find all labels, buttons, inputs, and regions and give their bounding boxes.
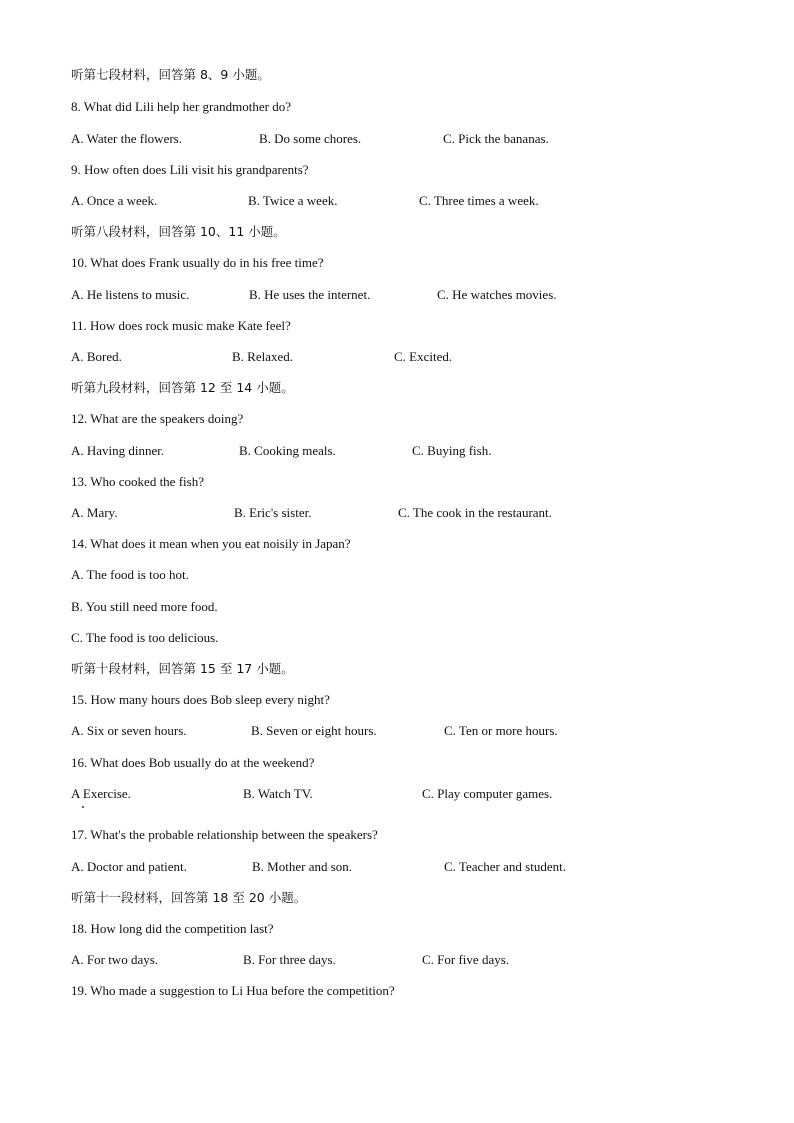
option-c: C. The food is too delicious. bbox=[71, 630, 219, 645]
option-b: B. Eric's sister. bbox=[234, 505, 312, 520]
option-a: A. For two days. bbox=[71, 952, 159, 967]
option-a: A Exercise. bbox=[71, 786, 131, 801]
section-heading-7: 听第七段材料，回答第 8、9 小题。 bbox=[71, 67, 270, 82]
option-b: B. Do some chores. bbox=[259, 131, 362, 146]
option-c: C. He watches movies. bbox=[437, 287, 557, 302]
option-b: B. For three days. bbox=[243, 952, 336, 967]
question-13: 13. Who cooked the fish? bbox=[71, 474, 204, 489]
question-18: 18. How long did the competition last? bbox=[71, 921, 274, 936]
option-c: C. The cook in the restaurant. bbox=[398, 505, 552, 520]
option-c: C. Play computer games. bbox=[422, 786, 553, 801]
option-c: C. Excited. bbox=[394, 349, 453, 364]
option-a: A. The food is too hot. bbox=[71, 567, 189, 582]
question-8: 8. What did Lili help her grandmother do? bbox=[71, 99, 291, 114]
option-a: A. Six or seven hours. bbox=[71, 723, 187, 738]
option-a: A. Having dinner. bbox=[71, 443, 165, 458]
section-heading-11: 听第十一段材料，回答第 18 至 20 小题。 bbox=[71, 890, 307, 905]
section-heading-10: 听第十段材料，回答第 15 至 17 小题。 bbox=[71, 661, 294, 676]
question-11: 11. How does rock music make Kate feel? bbox=[71, 318, 291, 333]
stray-mark bbox=[82, 806, 84, 808]
option-b: B. Watch TV. bbox=[243, 786, 313, 801]
option-a: A. Water the flowers. bbox=[71, 131, 182, 146]
option-c: C. Teacher and student. bbox=[444, 859, 566, 874]
option-c: C. Pick the bananas. bbox=[443, 131, 549, 146]
question-19: 19. Who made a suggestion to Li Hua before the competition? bbox=[71, 983, 395, 998]
question-16: 16. What does Bob usually do at the weekend? bbox=[71, 755, 315, 770]
option-c: C. For five days. bbox=[422, 952, 510, 967]
option-b: B. Relaxed. bbox=[232, 349, 294, 364]
option-b: B. Seven or eight hours. bbox=[251, 723, 377, 738]
option-b: B. You still need more food. bbox=[71, 599, 218, 614]
option-c: C. Three times a week. bbox=[419, 193, 539, 208]
question-17: 17. What's the probable relationship between the speakers? bbox=[71, 827, 378, 842]
option-c: C. Buying fish. bbox=[412, 443, 492, 458]
question-12: 12. What are the speakers doing? bbox=[71, 411, 244, 426]
option-c: C. Ten or more hours. bbox=[444, 723, 558, 738]
option-a: A. Bored. bbox=[71, 349, 122, 364]
section-heading-9: 听第九段材料，回答第 12 至 14 小题。 bbox=[71, 380, 294, 395]
question-10: 10. What does Frank usually do in his free time? bbox=[71, 255, 324, 270]
section-heading-8: 听第八段材料，回答第 10、11 小题。 bbox=[71, 224, 286, 239]
option-b: B. He uses the internet. bbox=[249, 287, 371, 302]
option-a: A. Doctor and patient. bbox=[71, 859, 187, 874]
option-b: B. Cooking meals. bbox=[239, 443, 336, 458]
question-14: 14. What does it mean when you eat noisily in Japan? bbox=[71, 536, 351, 551]
option-a: A. He listens to music. bbox=[71, 287, 190, 302]
question-15: 15. How many hours does Bob sleep every night? bbox=[71, 692, 330, 707]
question-9: 9. How often does Lili visit his grandparents? bbox=[71, 162, 309, 177]
option-a: A. Once a week. bbox=[71, 193, 158, 208]
option-b: B. Mother and son. bbox=[252, 859, 353, 874]
option-a: A. Mary. bbox=[71, 505, 118, 520]
option-b: B. Twice a week. bbox=[248, 193, 338, 208]
